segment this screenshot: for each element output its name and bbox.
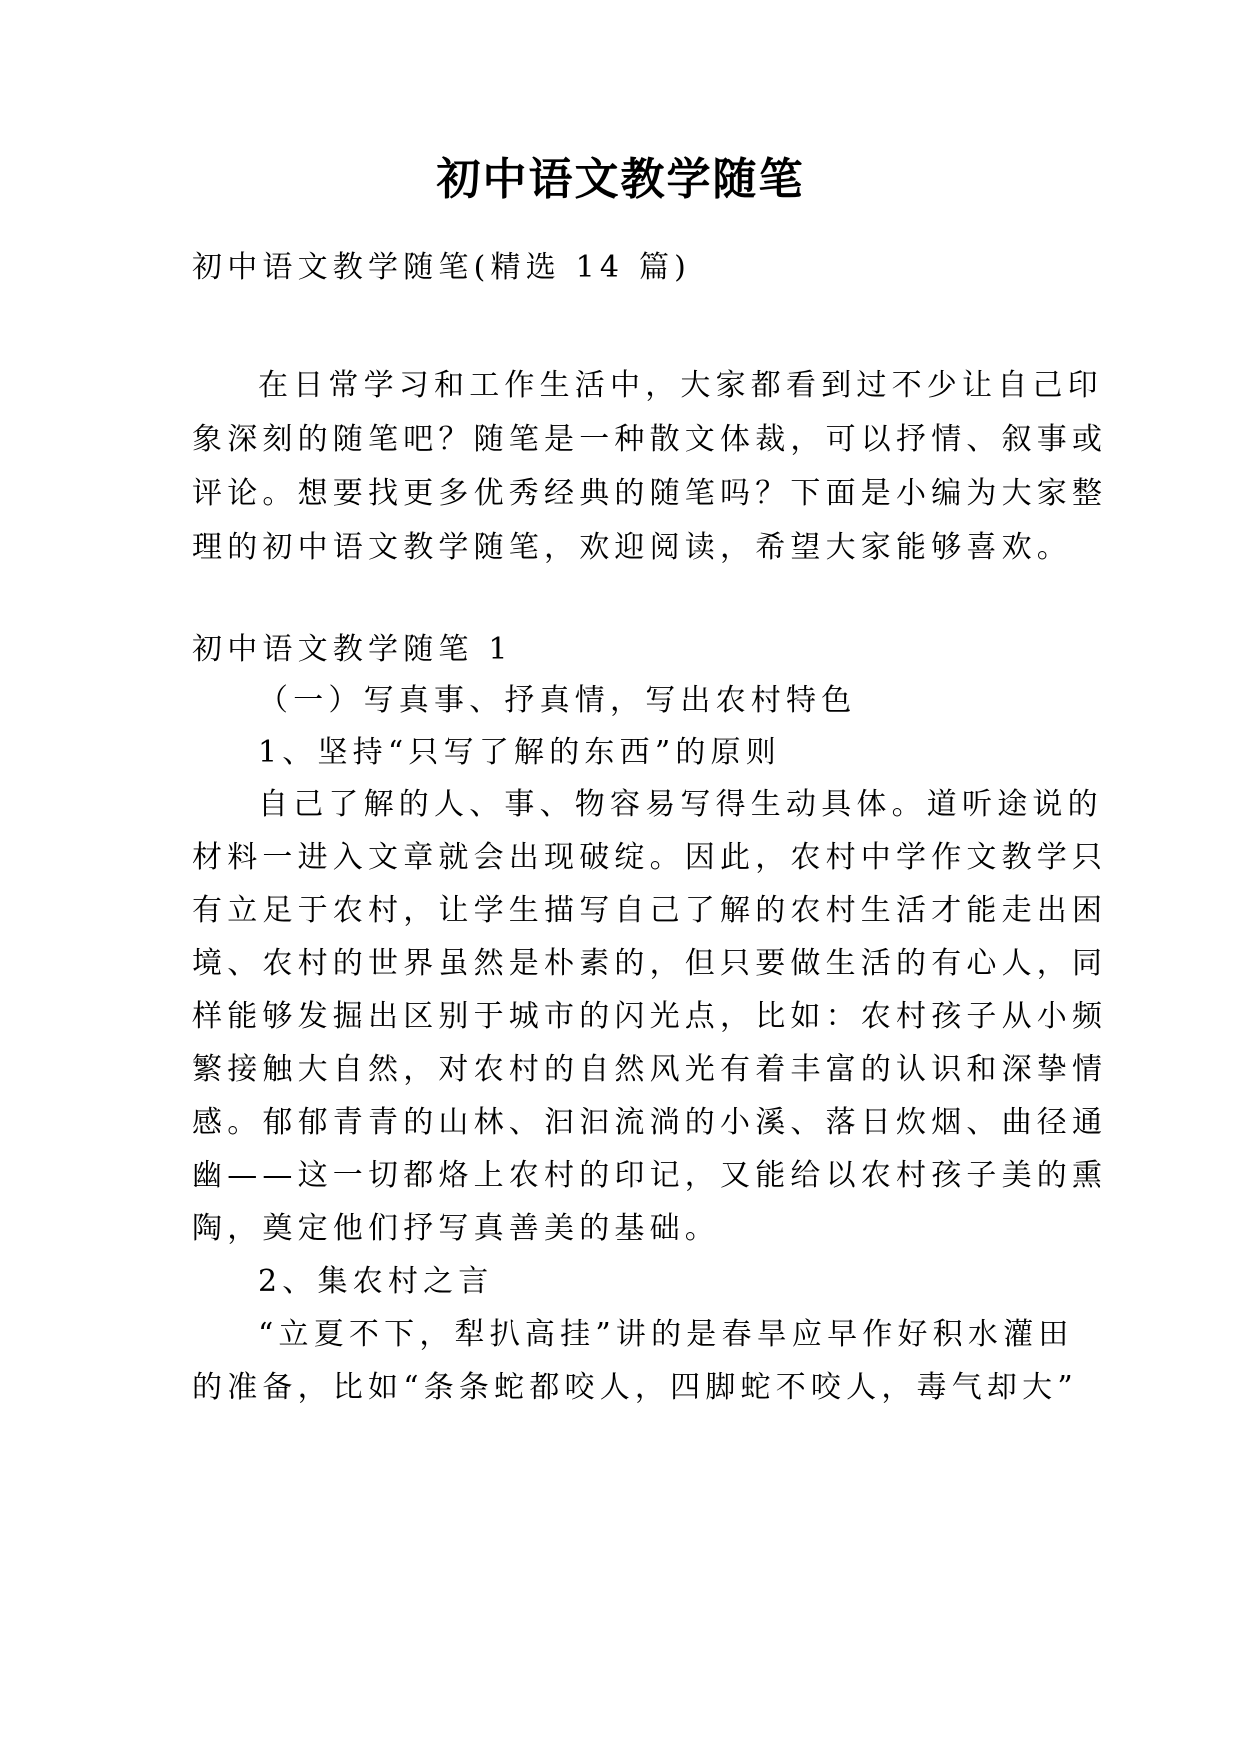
intro-line: 评论。想要找更多优秀经典的随笔吗？下面是小编为大家整 <box>192 476 1108 511</box>
intro-line: 在日常学习和工作生活中，大家都看到过不少让自己印 <box>258 368 1103 403</box>
paragraph-line: 有立足于农村，让学生描写自己了解的农村生活才能走出困 <box>192 893 1108 928</box>
paragraph-line: 幽——这一切都烙上农村的印记，又能给以农村孩子美的熏 <box>192 1158 1108 1193</box>
intro-line: 理的初中语文教学随笔，欢迎阅读，希望大家能够喜欢。 <box>192 530 1072 565</box>
paragraph-line: 感。郁郁青青的山林、汩汩流淌的小溪、落日炊烟、曲径通 <box>192 1105 1108 1140</box>
intro-line: 象深刻的随笔吧？随笔是一种散文体裁，可以抒情、叙事或 <box>192 422 1108 457</box>
point1-heading: 1、坚持“只写了解的东西”的原则 <box>258 735 781 770</box>
paragraph-line: 材料一进入文章就会出现破绽。因此，农村中学作文教学只 <box>192 840 1108 875</box>
sub-heading: （一）写真事、抒真情，写出农村特色 <box>258 683 857 718</box>
paragraph-line: “立夏不下，犁扒高挂”讲的是春旱应早作好积水灌田 <box>258 1317 1074 1352</box>
point2-heading: 2、集农村之言 <box>258 1264 494 1299</box>
paragraph-line: 样能够发掘出区别于城市的闪光点，比如：农村孩子从小频 <box>192 999 1108 1034</box>
section-heading: 初中语文教学随笔 1 <box>192 632 513 667</box>
paragraph-line: 的准备，比如“条条蛇都咬人，四脚蛇不咬人，毒气却大” <box>192 1370 1078 1405</box>
paragraph-line: 陶，奠定他们抒写真善美的基础。 <box>192 1211 720 1246</box>
document-title: 初中语文教学随笔 <box>436 154 805 205</box>
paragraph-line: 自己了解的人、事、物容易写得生动具体。道听途说的 <box>258 787 1103 822</box>
paragraph-line: 繁接触大自然，对农村的自然风光有着丰富的认识和深挚情 <box>192 1052 1108 1087</box>
paragraph-line: 境、农村的世界虽然是朴素的，但只要做生活的有心人，同 <box>192 946 1108 981</box>
document-subtitle: 初中语文教学随笔(精选 14 篇) <box>192 250 692 285</box>
